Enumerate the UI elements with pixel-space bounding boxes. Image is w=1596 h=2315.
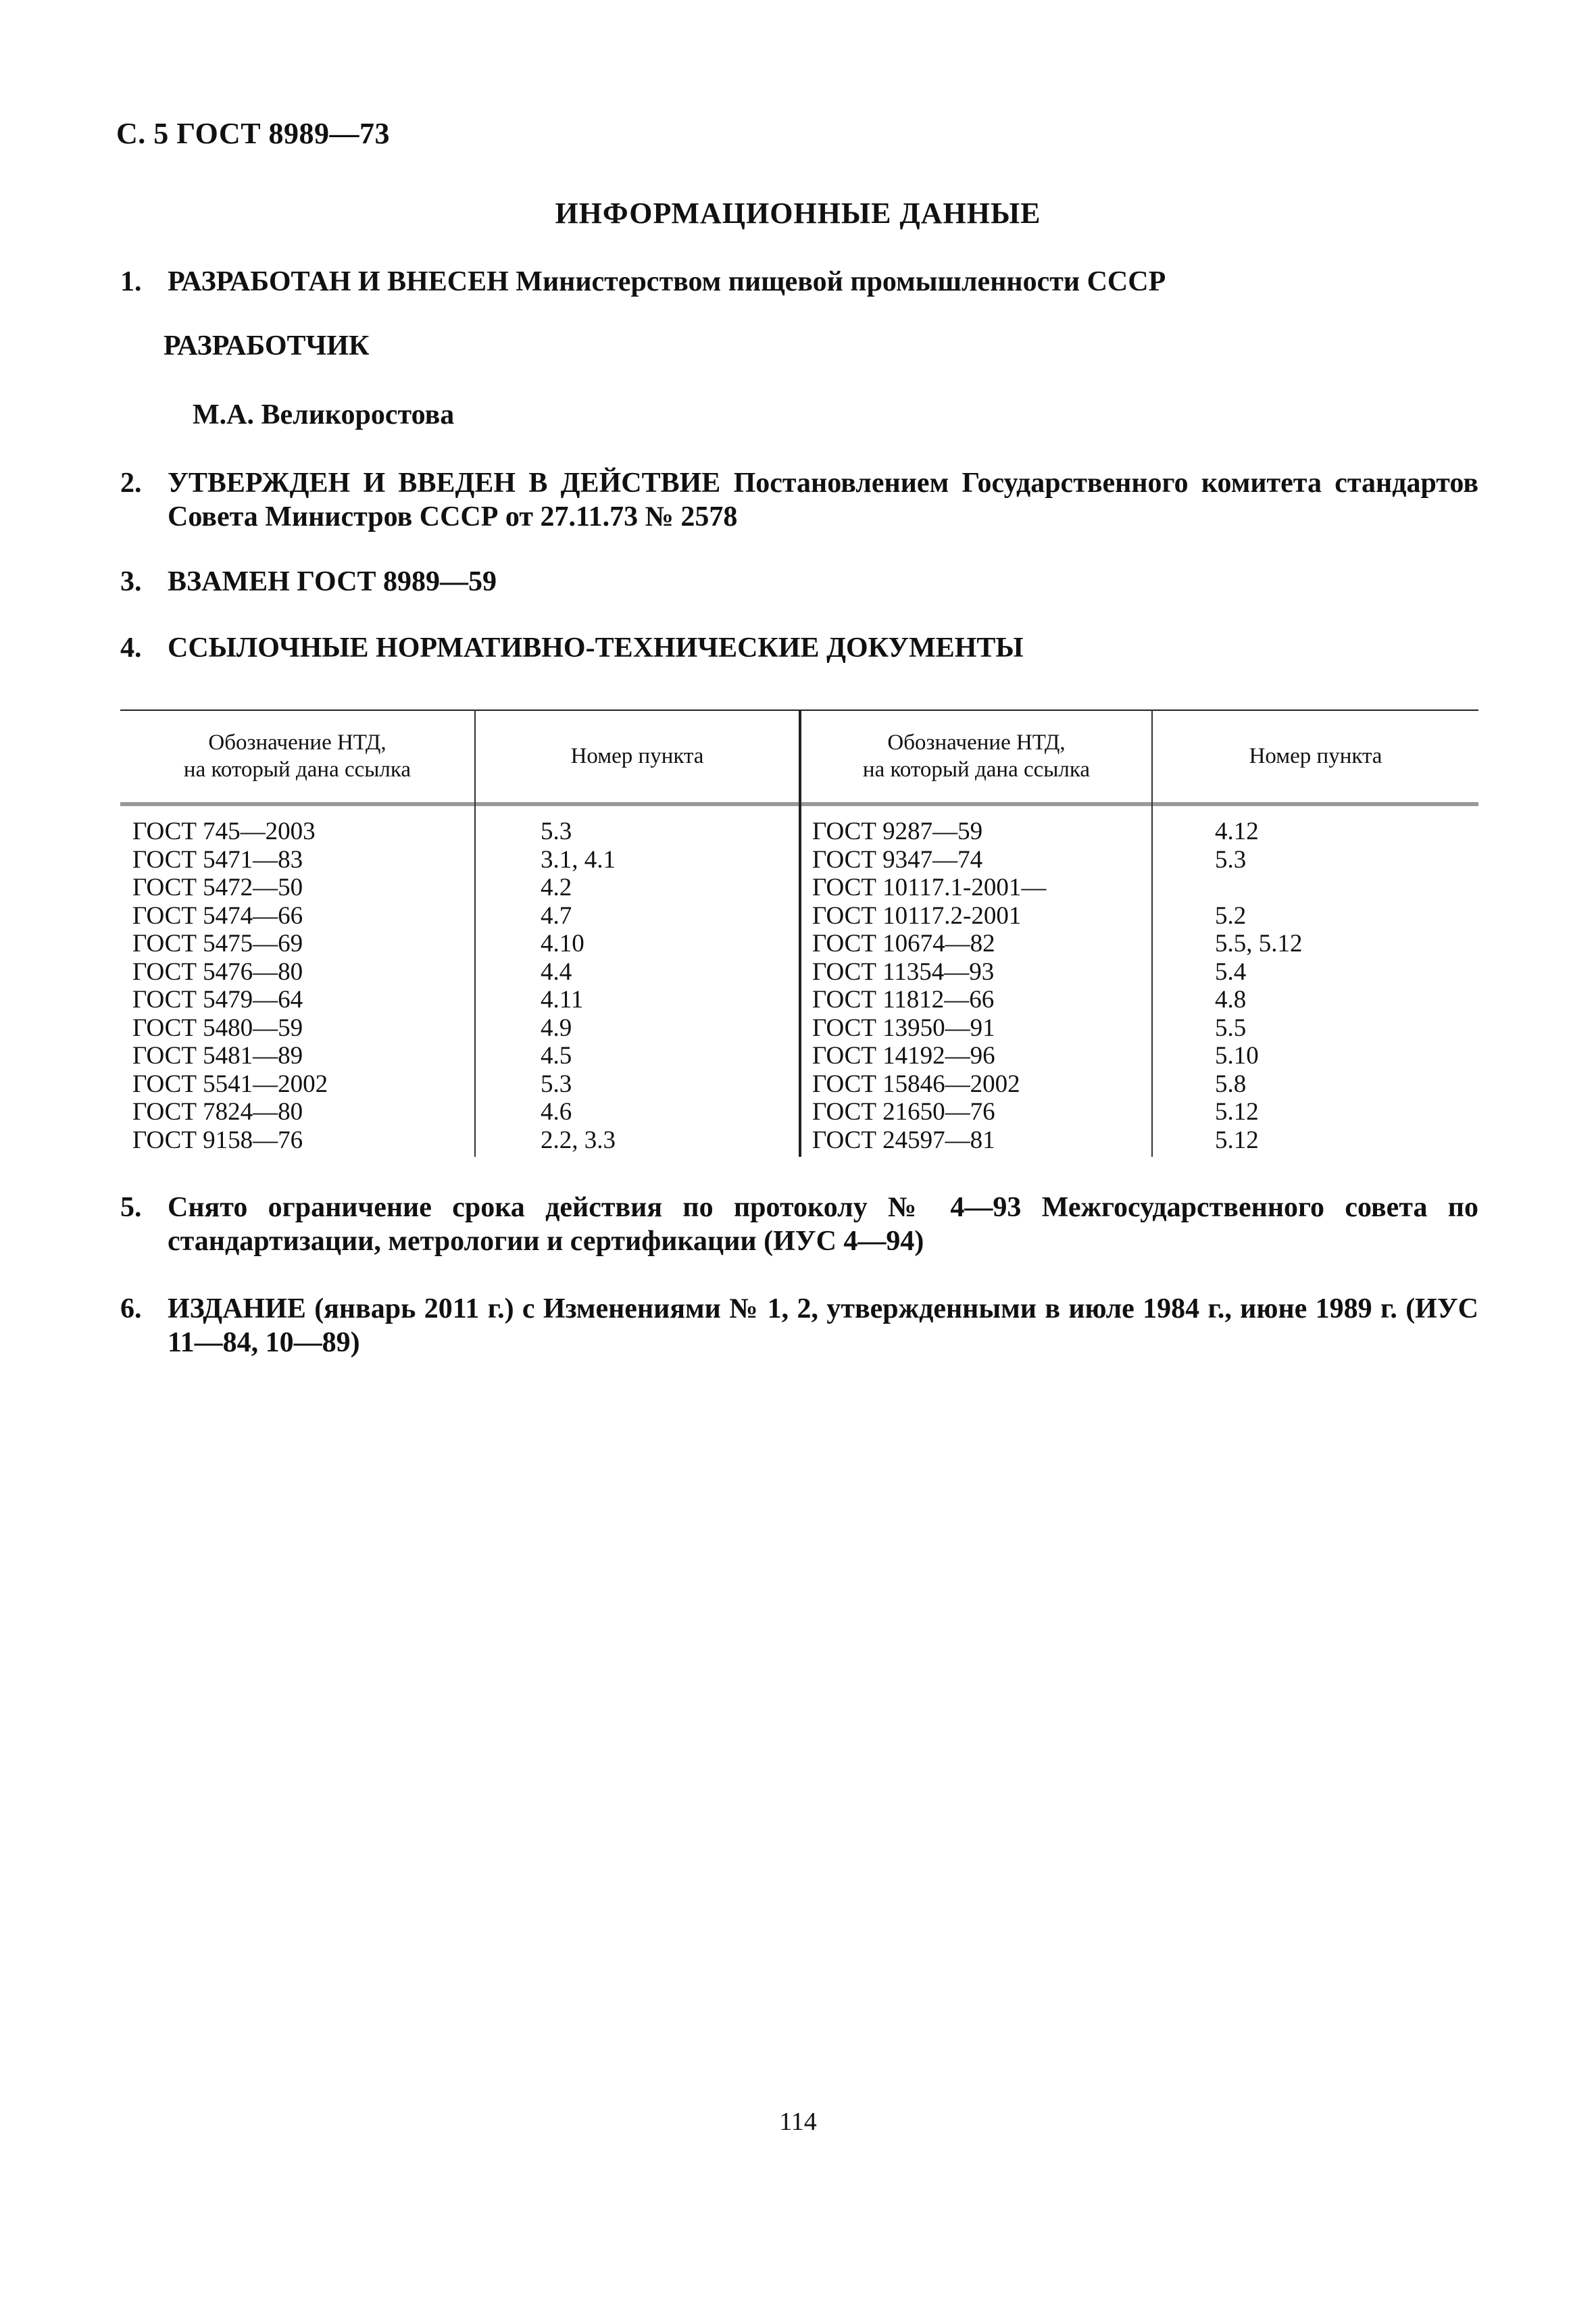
info-item-6 <box>120 1292 1478 1360</box>
item-text: РАЗРАБОТАН И ВНЕСЕН Министерством пищевой промышленности СССР <box>168 266 1166 297</box>
table-cell: ГОСТ 5474—66 <box>132 901 303 930</box>
table-cell: ГОСТ 5475—69 <box>132 930 303 957</box>
item-text: Снято ограничение срока действия по протоколу № 4—93 Межгосударственного совета по стандартизации, метрологии и сертификации (ИУС 4—94) <box>168 1192 1478 1257</box>
item-number: 2. <box>120 468 142 499</box>
column-right-points <box>1215 818 1303 1154</box>
item-text: УТВЕРЖДЕН И ВВЕДЕН В ДЕЙСТВИЕ Постановлением Государственного комитета стандартов Совета Министров СССР от 27.11.73 № 2578 <box>168 468 1478 532</box>
table-cell: ГОСТ 5476—80 <box>132 957 303 986</box>
table-cell: 5.3 <box>541 818 572 845</box>
table-cell: 5.5, 5.12 <box>1215 930 1303 957</box>
page-header: С. 5 ГОСТ 8989—73 <box>116 117 391 150</box>
table-cell: 4.12 <box>1215 818 1259 845</box>
table-cell: ГОСТ 5479—64 <box>132 986 303 1014</box>
table-cell: 2.2, 3.3 <box>541 1126 616 1154</box>
table-cell: ГОСТ 13950—91 <box>812 1014 995 1042</box>
table-cell: ГОСТ 5480—59 <box>132 1014 303 1042</box>
header-point-left <box>476 710 799 802</box>
table-cell: 4.10 <box>541 930 584 957</box>
header-line: Обозначение НТД, <box>887 730 1066 755</box>
table-cell: 3.1, 4.1 <box>541 845 616 874</box>
item-text: ССЫЛОЧНЫЕ НОРМАТИВНО-ТЕХНИЧЕСКИЕ ДОКУМЕНТЫ <box>168 632 1024 664</box>
table-cell: 4.6 <box>541 1098 572 1126</box>
info-item-1 <box>120 265 1166 299</box>
header-doc-left <box>120 710 474 802</box>
item-text: ИЗДАНИЕ (январь 2011 г.) с Изменениями № 1, 2, утвержденными в июле 1984 г., июне 1989 г. (ИУС 11—84, 10—89) <box>168 1293 1478 1358</box>
table-cell: 5.4 <box>1215 957 1247 986</box>
table-cell: 5.12 <box>1215 1126 1259 1154</box>
table-cell <box>1215 874 1303 902</box>
table-cell: ГОСТ 21650—76 <box>812 1098 995 1126</box>
table-cell: ГОСТ 11812—66 <box>812 986 995 1014</box>
table-cell: 4.2 <box>541 874 572 901</box>
table-cell: ГОСТ 15846—2002 <box>812 1070 1020 1098</box>
item-number: 3. <box>120 566 142 597</box>
table-cell: ГОСТ 11354—93 <box>812 957 995 986</box>
table-cell: ГОСТ 10674—82 <box>812 930 995 957</box>
table-cell: ГОСТ 5471—83 <box>132 845 303 874</box>
table-cell: ГОСТ 7824—80 <box>132 1098 303 1126</box>
table-cell: 5.2 <box>1215 901 1247 930</box>
table-cell: ГОСТ 9347—74 <box>812 845 983 874</box>
header-line: на который дана ссылка <box>183 757 412 782</box>
header-point-right <box>1153 710 1478 802</box>
column-right-docs <box>812 818 1046 1154</box>
column-left-docs <box>132 818 328 1154</box>
developer-label: РАЗРАБОТЧИК <box>164 330 370 362</box>
table-cell: ГОСТ 14192—96 <box>812 1042 995 1070</box>
table-cell: 4.11 <box>541 986 584 1014</box>
item-text: ВЗАМЕН ГОСТ 8989—59 <box>168 566 497 597</box>
info-item-3 <box>120 565 497 599</box>
item-number: 1. <box>120 266 142 297</box>
table-cell: 5.5 <box>1215 1014 1247 1042</box>
table-cell: 5.3 <box>541 1070 572 1098</box>
table-cell: ГОСТ 745—2003 <box>132 818 316 845</box>
developer-name: М.А. Великоростова <box>193 399 455 430</box>
table-cell: 4.4 <box>541 957 572 986</box>
table-cell: 4.9 <box>541 1014 572 1042</box>
table-cell: ГОСТ 5541—2002 <box>132 1070 328 1098</box>
item-number: 5. <box>120 1192 142 1223</box>
header-line: на который дана ссылка <box>862 757 1091 782</box>
table-cell: 4.7 <box>541 901 572 930</box>
table-cell: 4.5 <box>541 1042 572 1070</box>
table-cell: ГОСТ 5481—89 <box>132 1042 303 1070</box>
header-line: Номер пункта <box>1249 743 1382 768</box>
page-title: ИНФОРМАЦИОННЫЕ ДАННЫЕ <box>555 197 1041 230</box>
header-doc-right <box>801 710 1151 802</box>
table-cell: ГОСТ 10117.1-2001— <box>812 874 1047 901</box>
column-left-points <box>541 818 616 1154</box>
item-number: 4. <box>120 632 142 664</box>
table-cell: ГОСТ 9158—76 <box>132 1126 303 1154</box>
info-item-2 <box>120 466 1478 534</box>
table-cell: ГОСТ 10117.2-2001 <box>812 901 1022 930</box>
table-cell: 5.10 <box>1215 1042 1259 1070</box>
item-number: 6. <box>120 1293 142 1324</box>
info-item-4 <box>120 631 1024 665</box>
table-cell: ГОСТ 24597—81 <box>812 1126 995 1154</box>
table-cell: ГОСТ 5472—50 <box>132 874 303 901</box>
header-line: Номер пункта <box>570 743 704 768</box>
table-cell: 5.8 <box>1215 1070 1247 1098</box>
table-cell: 5.3 <box>1215 845 1247 874</box>
table-cell: 5.12 <box>1215 1098 1259 1126</box>
page-number: 114 <box>779 2108 817 2136</box>
info-item-5 <box>120 1191 1478 1258</box>
header-line: Обозначение НТД, <box>208 730 386 755</box>
table-cell: 4.8 <box>1215 986 1247 1014</box>
table-cell: ГОСТ 9287—59 <box>812 818 983 845</box>
